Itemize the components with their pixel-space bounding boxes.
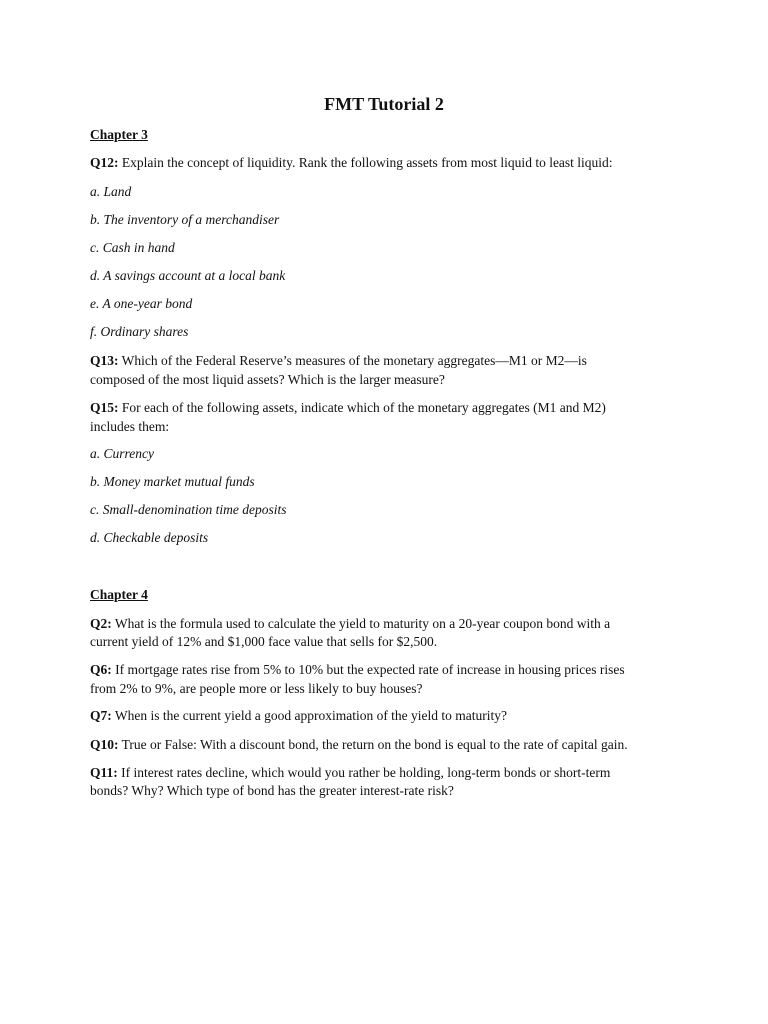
question-label: Q10: [90, 737, 119, 752]
page-title: FMT Tutorial 2 [324, 94, 444, 114]
chapter-heading: Chapter 3 [90, 127, 148, 142]
question-text: For each of the following assets, indicate which of the monetary aggregates (M1 and M2) [121, 400, 606, 415]
chapter-heading: Chapter 4 [90, 587, 148, 602]
question-q10 [90, 736, 690, 754]
question-label: Q12: [90, 155, 119, 170]
question-label: Q11: [90, 765, 118, 780]
question-text: True or False: With a discount bond, the return on the bond is equal to the rate of capital gain. [121, 737, 628, 752]
question-text: What is the formula used to calculate the yield to maturity on a 20-year coupon bond with a [114, 616, 611, 631]
question-q12 [90, 154, 690, 172]
question-text: If interest rates decline, which would you rather be holding, long-term bonds or short-term [121, 765, 611, 780]
answer-option: c. Cash in hand [90, 240, 175, 255]
question-text-continued: bonds? Why? Which type of bond has the greater interest-rate risk? [90, 783, 454, 798]
answer-option: d. A savings account at a local bank [90, 268, 286, 283]
question-label: Q7: [90, 708, 112, 723]
question-label: Q6: [90, 662, 112, 677]
question-q11 [90, 764, 690, 782]
question-text-continued: composed of the most liquid assets? Which is the larger measure? [90, 372, 445, 387]
answer-option: e. A one-year bond [90, 296, 193, 311]
question-text: Which of the Federal Reserve’s measures of the monetary aggregates—M1 or M2—is [121, 353, 587, 368]
answer-option: b. Money market mutual funds [90, 474, 255, 489]
answer-option: a. Land [90, 184, 132, 199]
question-label: Q2: [90, 616, 112, 631]
question-text-continued: includes them: [90, 419, 170, 434]
question-q13 [90, 352, 690, 370]
answer-option: a. Currency [90, 446, 154, 461]
answer-option: b. The inventory of a merchandiser [90, 212, 280, 227]
answer-option: d. Checkable deposits [90, 530, 209, 545]
question-text-continued: from 2% to 9%, are people more or less likely to buy houses? [90, 681, 423, 696]
question-text-continued: current yield of 12% and $1,000 face value that sells for $2,500. [90, 634, 438, 649]
question-text: When is the current yield a good approximation of the yield to maturity? [114, 708, 508, 723]
question-text: If mortgage rates rise from 5% to 10% but the expected rate of increase in housing prices rises [115, 662, 625, 677]
question-text: Explain the concept of liquidity. Rank the following assets from most liquid to least liquid: [121, 155, 613, 170]
question-label: Q13: [90, 353, 119, 368]
question-label: Q15: [90, 400, 119, 415]
question-q15 [90, 399, 690, 417]
question-q7 [90, 707, 690, 725]
question-q2 [90, 615, 690, 633]
answer-option: c. Small-denomination time deposits [90, 502, 287, 517]
question-q6 [90, 661, 690, 679]
answer-option: f. Ordinary shares [90, 324, 189, 339]
